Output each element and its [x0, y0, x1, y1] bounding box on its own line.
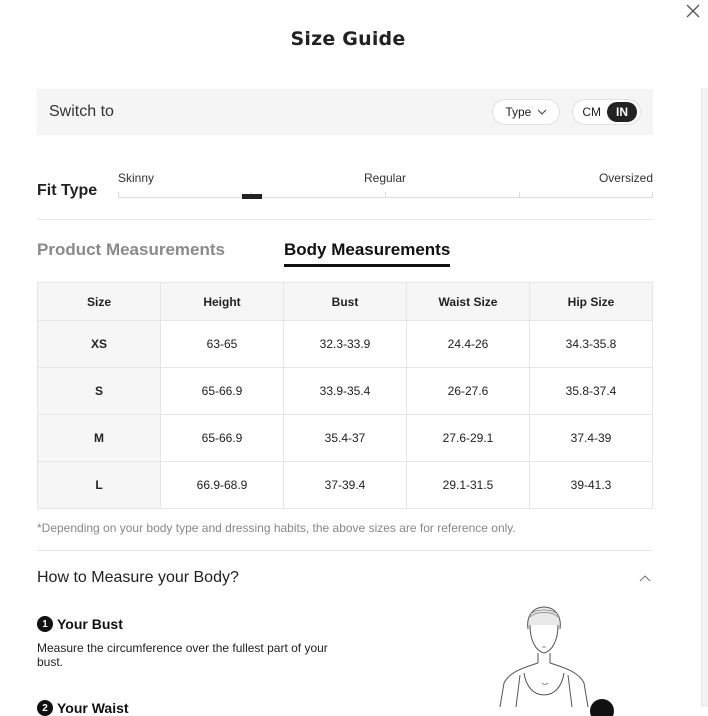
page-title: Size Guide	[290, 28, 406, 50]
step-title-text: Your Bust	[57, 616, 123, 632]
table-cell: 26-27.6	[407, 368, 530, 415]
table-header: Waist Size	[407, 283, 530, 321]
step-waist-title	[37, 700, 129, 716]
table-row	[38, 462, 653, 509]
table-cell-size: L	[38, 462, 161, 509]
table-row	[38, 368, 653, 415]
unit-cm-option[interactable]: CM	[582, 105, 601, 119]
step-number-badge: 2	[37, 700, 53, 716]
step-bust-title	[37, 616, 123, 632]
tab-product-measurements[interactable]: Product Measurements	[37, 240, 225, 259]
body-measure-illustration	[494, 603, 624, 707]
tab-body-measurements[interactable]: Body Measurements	[284, 240, 450, 267]
table-header: Bust	[284, 283, 407, 321]
close-icon	[684, 2, 702, 20]
step-title-text: Your Waist	[57, 700, 129, 716]
unit-switch-bar	[37, 89, 653, 135]
table-row	[38, 415, 653, 462]
mannequin-illustration	[494, 603, 624, 707]
fit-scale-tick	[652, 192, 653, 198]
divider	[37, 219, 653, 220]
table-cell: 29.1-31.5	[407, 462, 530, 509]
table-header: Size	[38, 283, 161, 321]
chevron-down-icon	[537, 109, 547, 115]
table-header-row	[38, 283, 653, 321]
table-cell: 65-66.9	[161, 368, 284, 415]
step-number-badge: 1	[37, 616, 53, 632]
type-dropdown[interactable]	[492, 99, 560, 125]
fit-scale-skinny: Skinny	[118, 171, 155, 185]
chevron-up-icon	[639, 574, 651, 582]
how-to-measure-title: How to Measure your Body?	[37, 569, 239, 586]
type-dropdown-label: Type	[505, 105, 532, 119]
table-cell: 65-66.9	[161, 415, 284, 462]
table-cell: 35.4-37	[284, 415, 407, 462]
table-cell-size: XS	[38, 321, 161, 368]
table-cell: 27.6-29.1	[407, 415, 530, 462]
unit-in-option[interactable]: IN	[607, 102, 637, 122]
table-cell: 37.4-39	[530, 415, 653, 462]
size-table	[37, 282, 653, 509]
table-cell: 63-65	[161, 321, 284, 368]
fit-type-label: Fit Type	[37, 182, 98, 199]
table-cell: 39-41.3	[530, 462, 653, 509]
how-to-measure-toggle[interactable]	[37, 566, 653, 590]
reference-note: *Depending on your body type and dressing habits, the above sizes are for reference only.	[37, 521, 516, 535]
table-cell: 37-39.4	[284, 462, 407, 509]
fit-scale-tick	[519, 192, 520, 198]
fit-position-marker	[242, 194, 262, 199]
fit-scale-oversized: Oversized	[598, 171, 653, 185]
table-cell-size: S	[38, 368, 161, 415]
close-button[interactable]	[684, 2, 702, 20]
switch-to-label: Switch to	[49, 103, 114, 120]
table-header: Hip Size	[530, 283, 653, 321]
table-row	[38, 321, 653, 368]
fit-scale-tick	[118, 192, 119, 198]
table-cell: 24.4-26	[407, 321, 530, 368]
table-cell: 32.3-33.9	[284, 321, 407, 368]
step-bust-description: Measure the circumference over the fullest part of your bust.	[37, 641, 328, 669]
table-cell: 34.3-35.8	[530, 321, 653, 368]
fit-type-scale	[118, 170, 653, 200]
table-cell: 33.9-35.4	[284, 368, 407, 415]
table-header: Height	[161, 283, 284, 321]
table-cell-size: M	[38, 415, 161, 462]
fit-scale-tick	[385, 192, 386, 198]
table-cell: 35.8-37.4	[530, 368, 653, 415]
unit-toggle[interactable]	[572, 99, 641, 125]
divider	[37, 550, 653, 551]
fit-scale-regular: Regular	[363, 171, 407, 185]
scrollbar[interactable]	[701, 88, 708, 707]
table-cell: 66.9-68.9	[161, 462, 284, 509]
